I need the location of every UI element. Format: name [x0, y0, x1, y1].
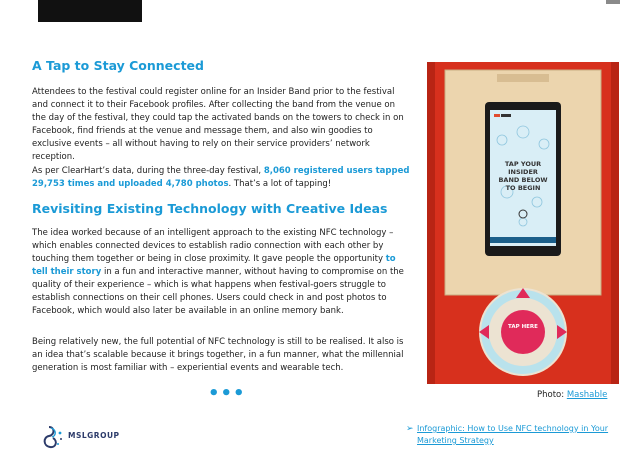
- highlight-stats: 8,060 registered users tapped 29,753 times and uploaded 4,780 photos: [32, 166, 410, 189]
- logo-emblem-icon: [40, 424, 66, 450]
- highlight-tell-story: to tell their story: [32, 254, 396, 277]
- caption-source-link[interactable]: Mashable: [566, 390, 608, 400]
- logo-text: MSLGROUP: [68, 431, 120, 440]
- paragraph-text: . That’s a lot of tapping!: [228, 179, 332, 189]
- paragraph-text: in a fun and interactive manner, without having to compromise on the quality of their experience – which is what happens when festival-goers struggle to establish connections on their cell phones. Users could check in and post photos to Facebook, which would also later be available in an online memory bank.: [32, 267, 404, 316]
- paragraph-nfc-potential: Being relatively new, the full potential of NFC technology is still to be realised. It also is an idea that’s scalable because it brings together, in a fun manner, what the millennial generation is most familiar with – experiential events and wearable tech.: [32, 337, 404, 373]
- corner-mark: [606, 0, 620, 4]
- photo-nfc-tower: [427, 62, 619, 384]
- infographic-link-item[interactable]: [406, 423, 630, 447]
- photo-pad-text: TAP HERE: [508, 324, 538, 330]
- section-heading-tap-to-stay-connected: A Tap to Stay Connected: [32, 58, 204, 73]
- paragraph-text: As per ClearHart’s data, during the three-day festival,: [32, 166, 264, 176]
- header-block: [38, 0, 142, 22]
- paragraph-nfc-idea: [32, 227, 410, 318]
- paragraph-insider-band: Attendees to the festival could register online for an Insider Band prior to the festival and connect it to their Facebook profiles. After collecting the band from the venue on the day of the festival, they could tap the activated bands on the towers to check in on Facebook, find friends at the venue and message them, and also win goodies to exclusive events – all without having to rely on their service providers’ network reception.: [32, 87, 404, 162]
- section-heading-revisiting-technology: Revisiting Existing Technology with Creative Ideas: [32, 201, 388, 216]
- nfc-tower-illustration: [427, 62, 619, 384]
- arrow-bullet-icon: ➢: [406, 424, 414, 434]
- ellipsis-dots: •••: [208, 383, 246, 404]
- infographic-link[interactable]: Infographic: How to Use NFC technology in Your Marketing Strategy: [417, 424, 609, 445]
- photo-screen-text: TAP YOUR INSIDER BAND BELOW TO BEGIN: [498, 160, 548, 192]
- caption-prefix: Photo:: [537, 390, 567, 400]
- paragraph-text: The idea worked because of an intelligent approach to the existing NFC technology – which enables connected devices to establish radio connection with each other by touching them together or being in close proximity. It gave people the opportunity: [32, 228, 394, 264]
- photo-caption: [537, 390, 607, 400]
- paragraph-clearhart-data: [32, 165, 410, 191]
- mslgroup-logo: [40, 424, 130, 450]
